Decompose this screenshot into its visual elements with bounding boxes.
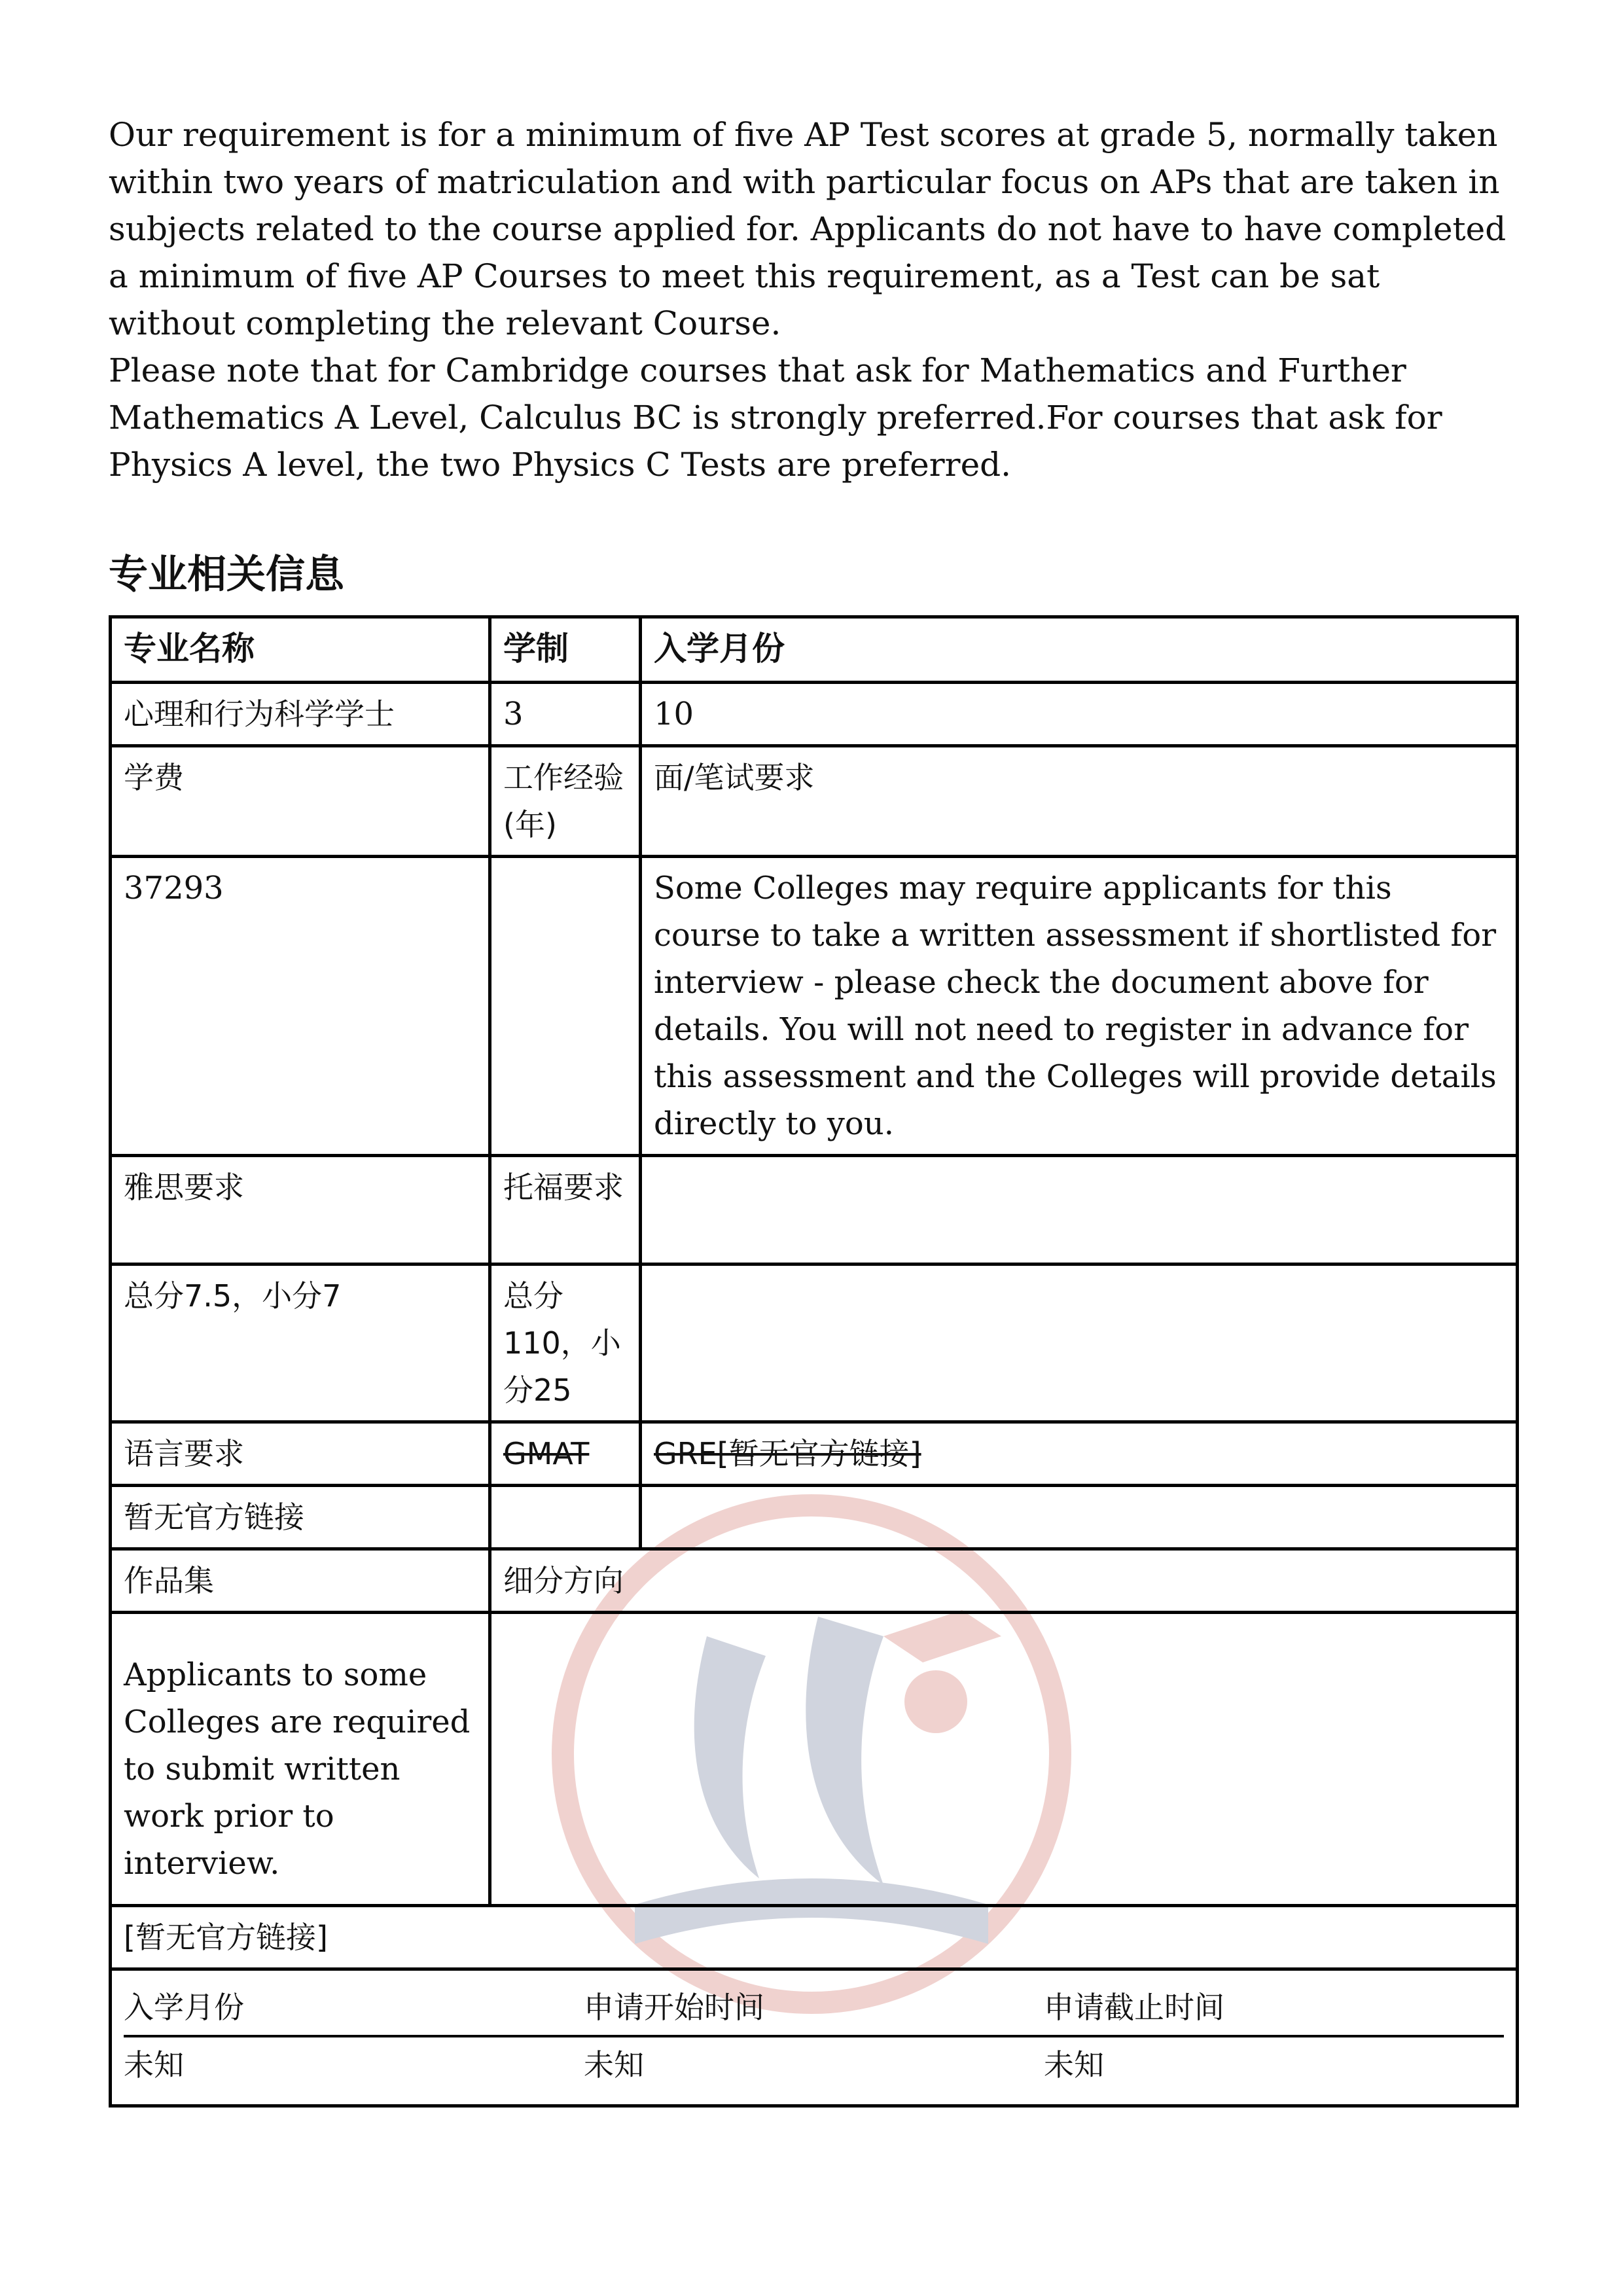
table-row (111, 1906, 1518, 1969)
portfolio-requirement: Applicants to some Colleges are required to submit written work prior to interview. (111, 1613, 490, 1906)
intro-paragraph-2: Please note that for Cambridge courses that ask for Mathematics and Further Mathematics A Level, Calculus BC is strongly preferred.For courses that ask for Physics A level, the two Physics C Tests are preferred. (109, 351, 1442, 484)
table-row (111, 1549, 1518, 1613)
label-ielts: 雅思要求 (111, 1156, 490, 1265)
table-row (111, 1156, 1518, 1265)
section-title: 专业相关信息 (109, 552, 344, 598)
table-row (111, 683, 1518, 746)
program-duration: 3 (490, 683, 641, 746)
tuition-value: 37293 (111, 857, 490, 1156)
application-dates-table (124, 1980, 1504, 2092)
table-row (111, 617, 1518, 683)
header-intake: 入学月份 (641, 617, 1518, 683)
label-gmat: GMAT (490, 1422, 641, 1486)
header-program-name: 专业名称 (111, 617, 490, 683)
dates-header-deadline: 申请截止时间 (1044, 1980, 1504, 2036)
dates-value-deadline: 未知 (1044, 2047, 1104, 2083)
label-work-experience: 工作经验(年) (490, 746, 641, 857)
ielts-requirement: 总分7.5，小分7 (111, 1265, 490, 1422)
intro-paragraph-1: Our requirement is for a minimum of five AP Test scores at grade 5, normally taken within two years of matriculation and with particular focus on APs that are taken in subjects related to the course applied for. Applicants do not have to have completed a minimum of five AP Courses to meet this requirement, as a Test can be sat without completing the relevant Course. (109, 116, 1507, 342)
table-row (111, 857, 1518, 1156)
dates-header-intake: 入学月份 (124, 1980, 584, 2036)
table-row (111, 1265, 1518, 1422)
program-info-table (109, 615, 1519, 2108)
label-gre: GRE[暂无官方链接] (641, 1422, 1518, 1486)
empty-cell (490, 1486, 641, 1549)
language-link: 暂无官方链接 (111, 1486, 490, 1549)
empty-cell (641, 1265, 1518, 1422)
direction-value (490, 1613, 1518, 1906)
label-language: 语言要求 (111, 1422, 490, 1486)
empty-cell (641, 1156, 1518, 1265)
header-duration: 学制 (490, 617, 641, 683)
program-name: 心理和行为科学学士 (111, 683, 490, 746)
dates-value-row (124, 2036, 1504, 2092)
interview-requirement: Some Colleges may require applicants for this course to take a written assessment if shortlisted for interview - please check the document above for details. You will not need to register in advance for this assessment and the Colleges will provide details directly to you. (641, 857, 1518, 1156)
table-row (111, 1422, 1518, 1486)
label-interview: 面/笔试要求 (641, 746, 1518, 857)
dates-header-row (124, 1980, 1504, 2036)
dates-value-start: 未知 (584, 2047, 644, 2083)
portfolio-link: [暂无官方链接] (111, 1906, 1518, 1969)
empty-cell (641, 1486, 1518, 1549)
table-row (111, 1613, 1518, 1906)
toefl-requirement: 总分110，小分25 (490, 1265, 641, 1422)
label-direction: 细分方向 (490, 1549, 1518, 1613)
work-experience-value (490, 857, 641, 1156)
table-row (111, 1969, 1518, 2106)
label-toefl: 托福要求 (490, 1156, 641, 1265)
table-row (111, 746, 1518, 857)
label-tuition: 学费 (111, 746, 490, 857)
table-row (111, 1486, 1518, 1549)
dates-header-start: 申请开始时间 (584, 1980, 1044, 2036)
application-dates (111, 1969, 1518, 2106)
intro-text (109, 111, 1516, 488)
label-portfolio: 作品集 (111, 1549, 490, 1613)
dates-value-intake: 未知 (124, 2047, 184, 2083)
program-intake: 10 (641, 683, 1518, 746)
